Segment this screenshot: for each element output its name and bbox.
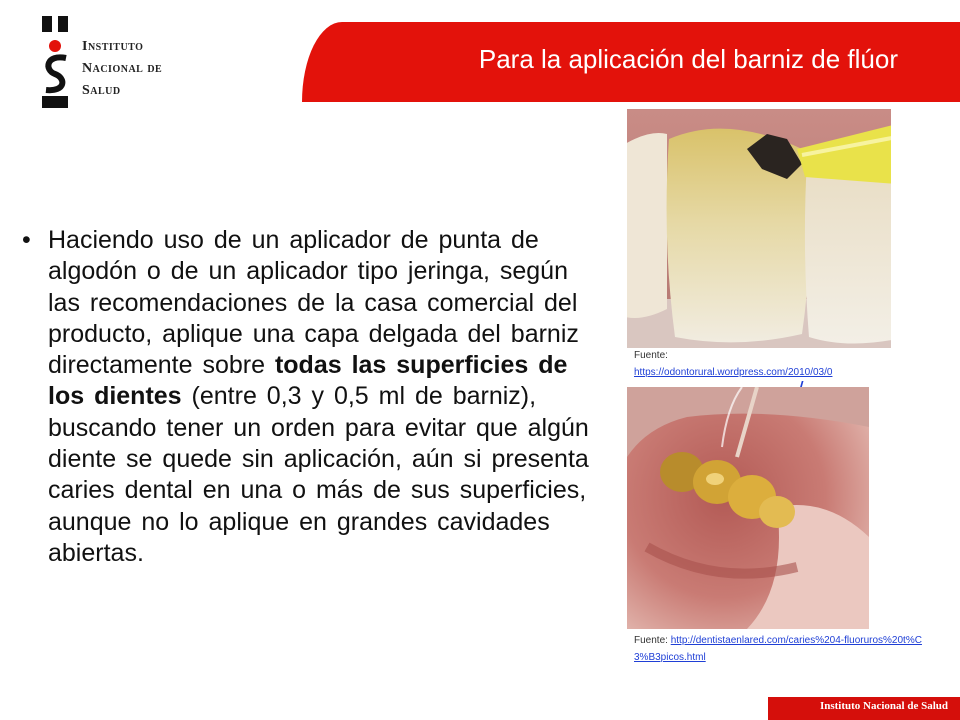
- logo-line-2: Nacional de: [82, 61, 163, 76]
- paragraph-bold: todas las superficies de los dientes: [48, 351, 568, 411]
- slide-title: Para la aplicación del barniz de flúor: [478, 44, 898, 74]
- photo-varnished-molars: [627, 387, 869, 629]
- ins-logo: [38, 14, 218, 114]
- logo-line-1: Instituto: [82, 39, 144, 54]
- source-1-label: Fuente:: [634, 350, 668, 361]
- paragraph-part-1: Haciendo uso de un aplicador de punta de algodón o de un aplicador tipo jeringa, según las recomendaciones de la casa comercial del producto, aplique una capa delgada del barniz directamente sobre: [48, 226, 579, 380]
- footer-text: Instituto Nacional de Salud: [819, 700, 948, 712]
- footer-bar: [768, 697, 960, 720]
- photo-2-source: [634, 632, 934, 666]
- source-2-link[interactable]: http://dentistaenlared.com/caries%204-fluoruros%20t%C3%B3picos.html: [634, 635, 922, 663]
- ins-logo-icon: [38, 14, 74, 110]
- source-2-label: Fuente:: [634, 635, 671, 646]
- bullet-dot: •: [22, 226, 31, 254]
- paragraph-text: [48, 225, 597, 569]
- title-banner: [302, 22, 960, 102]
- photo-varnish-application: [627, 109, 891, 348]
- logo-line-3: Salud: [82, 83, 121, 98]
- source-1-link[interactable]: https://odontorural.wordpress.com/2010/03/0: [634, 367, 833, 378]
- ins-logo-text: [82, 36, 162, 102]
- paragraph-part-2: (entre 0,3 y 0,5 ml de barniz), buscando tener un orden para evitar que algún diente se quede sin aplicación, aún si presenta caries dental en una o más de sus superficies, aunque no lo aplique en grandes cavidades abiertas.: [48, 382, 589, 567]
- bullet-paragraph: [22, 225, 597, 569]
